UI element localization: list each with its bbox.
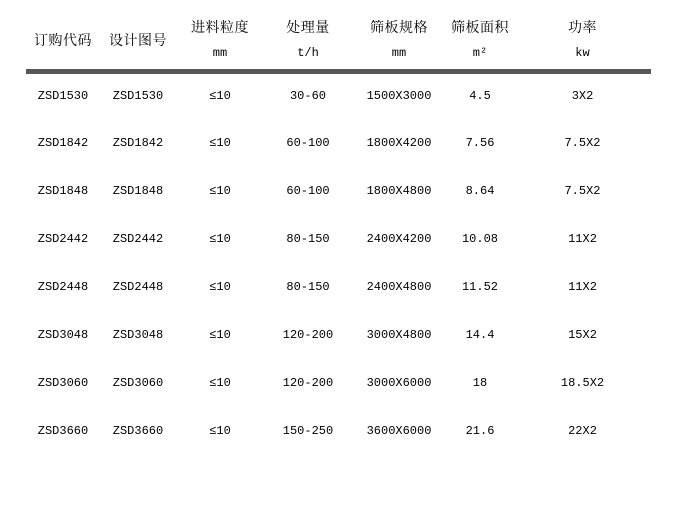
cell-feed-size: ≤10 <box>209 376 231 390</box>
cell-design-no: ZSD2442 <box>112 232 164 246</box>
cell-screen-area: 14.4 <box>465 328 495 342</box>
column-unit: t/h <box>297 46 319 60</box>
spec-table <box>26 0 651 455</box>
cell-screen-spec: 2400X4800 <box>366 280 432 294</box>
cell-capacity: 120-200 <box>282 376 334 390</box>
cell-power: 22X2 <box>568 424 597 438</box>
cell-screen-spec: 1500X3000 <box>366 89 432 104</box>
cell-screen-spec: 2400X4200 <box>366 232 432 246</box>
column-unit: m² <box>472 46 488 60</box>
cell-screen-area: 21.6 <box>465 424 495 438</box>
cell-screen-spec: 1800X4800 <box>366 184 432 198</box>
cell-screen-spec: 3600X6000 <box>366 424 432 438</box>
cell-power: 15X2 <box>568 328 597 342</box>
cell-design-no: ZSD1842 <box>112 136 164 150</box>
column-label: 筛板面积 <box>451 19 509 35</box>
cell-feed-size: ≤10 <box>209 136 231 150</box>
table-row <box>26 263 651 311</box>
table-row <box>26 119 651 167</box>
cell-power: 18.5X2 <box>560 376 605 390</box>
column-header-power <box>514 0 651 71</box>
table-header-row <box>26 0 651 71</box>
column-unit: kw <box>575 46 590 60</box>
table-row <box>26 167 651 215</box>
cell-feed-size: ≤10 <box>209 280 231 294</box>
cell-order-code: ZSD1842 <box>37 136 89 150</box>
column-header-screen-spec <box>352 0 446 71</box>
cell-power: 11X2 <box>568 232 597 246</box>
column-header-design-no <box>100 0 176 71</box>
cell-screen-spec: 1800X4200 <box>366 136 432 150</box>
cell-capacity: 60-100 <box>286 184 330 198</box>
cell-feed-size: ≤10 <box>209 328 231 342</box>
cell-feed-size: ≤10 <box>209 424 231 438</box>
cell-order-code: ZSD2448 <box>37 280 89 294</box>
cell-order-code: ZSD3660 <box>37 424 89 438</box>
cell-screen-area: 8.64 <box>465 184 495 198</box>
cell-design-no: ZSD3660 <box>112 424 164 438</box>
cell-feed-size: ≤10 <box>209 184 231 198</box>
cell-power: 7.5X2 <box>564 184 601 198</box>
column-header-order-code <box>26 0 100 71</box>
cell-capacity: 120-200 <box>282 328 334 342</box>
cell-design-no: ZSD1530 <box>112 89 164 104</box>
cell-screen-area: 4.5 <box>469 89 491 104</box>
cell-order-code: ZSD1848 <box>37 184 89 198</box>
cell-screen-spec: 3000X6000 <box>366 376 432 390</box>
table-row <box>26 359 651 407</box>
cell-capacity: 30-60 <box>289 89 326 104</box>
cell-order-code: ZSD3048 <box>37 328 89 342</box>
cell-screen-area: 11.52 <box>461 280 498 294</box>
cell-power: 11X2 <box>568 280 597 294</box>
table-row <box>26 71 651 119</box>
column-label: 处理量 <box>286 19 330 35</box>
cell-capacity: 150-250 <box>282 424 334 438</box>
column-label: 进料粒度 <box>191 19 249 35</box>
cell-power: 7.5X2 <box>564 136 601 150</box>
column-label: 功率 <box>568 19 597 35</box>
table-row <box>26 311 651 359</box>
cell-capacity: 80-150 <box>286 280 330 294</box>
cell-power: 3X2 <box>571 89 594 104</box>
table-row <box>26 215 651 263</box>
cell-feed-size: ≤10 <box>209 89 231 104</box>
cell-capacity: 80-150 <box>286 232 330 246</box>
column-unit: mm <box>391 46 407 60</box>
cell-screen-area: 7.56 <box>465 136 495 150</box>
table-row <box>26 407 651 455</box>
column-unit: mm <box>212 46 228 60</box>
cell-capacity: 60-100 <box>286 136 330 150</box>
column-label: 筛板规格 <box>370 19 428 35</box>
cell-order-code: ZSD1530 <box>37 89 89 104</box>
column-header-screen-area <box>446 0 514 71</box>
column-header-feed-size <box>176 0 264 71</box>
cell-screen-area: 18 <box>472 376 488 390</box>
column-header-capacity <box>264 0 352 71</box>
column-label: 订购代码 <box>34 32 92 48</box>
cell-screen-area: 10.08 <box>461 232 498 246</box>
column-label: 设计图号 <box>109 32 167 48</box>
cell-design-no: ZSD3060 <box>112 376 164 390</box>
cell-screen-spec: 3000X4800 <box>366 328 432 342</box>
cell-design-no: ZSD3048 <box>112 328 164 342</box>
cell-feed-size: ≤10 <box>209 232 231 246</box>
cell-order-code: ZSD3060 <box>37 376 89 390</box>
cell-design-no: ZSD2448 <box>112 280 164 294</box>
cell-design-no: ZSD1848 <box>112 184 164 198</box>
cell-order-code: ZSD2442 <box>37 232 89 246</box>
